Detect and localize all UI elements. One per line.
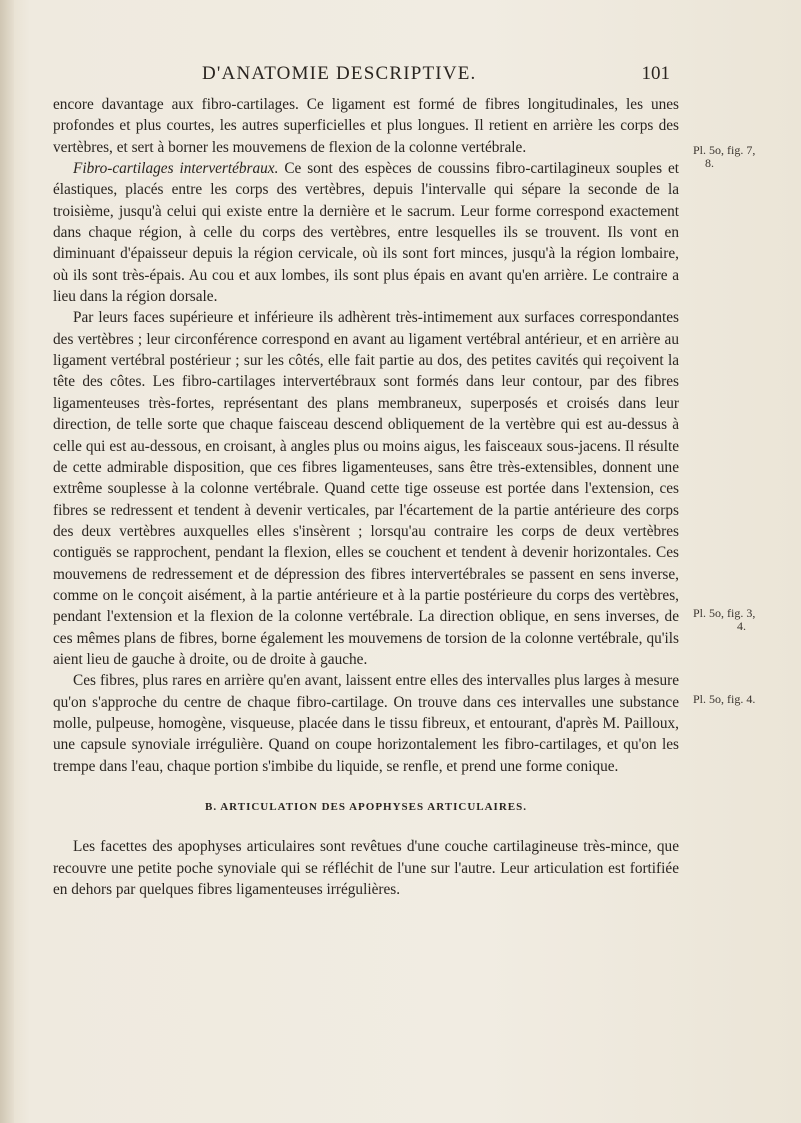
page-header <box>180 63 670 89</box>
margin-note-1-line2: 8. <box>705 156 714 170</box>
section-b-heading: B. ARTICULATION DES APOPHYSES ARTICULAIRES. <box>205 801 527 813</box>
paragraph-fibro-text: Ce sont des espèces de coussins fibro-cartilagineux souples et élastiques, placés entre les corps des vertèbres, depuis l'intervalle qui sépare la seconde de la troisième, jusqu'à celui qui existe entre la dernière et le sacrum. Leur forme correspond exactement dans chaque région, à celle du corps des vertèbres, entre lesquelles ils se trouvent. Ils vont en diminuant d'épaisseur depuis la région cervicale, où ils sont fort minces, jusqu'à la région lombaire, où ils sont très-épais. Au cou et aux lombes, ils sont plus épais en avant qu'en arrière. Le contraire a lieu dans la région dorsale. <box>53 160 679 306</box>
margin-note-3 <box>693 693 798 706</box>
body-text <box>53 94 679 900</box>
running-title: D'ANATOMIE DESCRIPTIVE. <box>202 63 477 84</box>
paragraph-fibro-cartilages <box>53 158 679 307</box>
paragraph-fibres: Ces fibres, plus rares en arrière qu'en avant, laissent entre elles des intervalles plus larges à mesure qu'on s'approche du centre de chaque fibro-cartilage. On trouve dans ces intervalles une substance molle, pulpeuse, homogène, visqueuse, placée dans le tissu fibreux, et entourant, d'après M. Pailloux, une capsule synoviale irrégulière. Quand on coupe horizontalement les fibro-cartilages, et qu'on les trempe dans l'eau, chaque portion s'imbibe du liquide, se renfle, et prend une forme conique. <box>53 672 679 775</box>
margin-note-2-line2: 4. <box>737 619 746 633</box>
margin-note-1 <box>693 144 798 170</box>
page-spine-shadow <box>0 0 14 1123</box>
term-fibro-cartilages: Fibro-cartilages intervertébraux. <box>73 160 279 178</box>
paragraph-faces: Par leurs faces supérieure et inférieure ils adhèrent très-intimement aux surfaces correspondantes des vertèbres ; leur circonférence correspond en avant au ligament vertébral antérieur, et en arrière au ligament vertébral postérieur ; sur les côtés, elle fait partie au dos, des petites cavités qui reçoivent la tête des côtes. Les fibro-cartilages intervertébraux sont formés dans leur contour, par des fibres ligamenteuses très-fortes, représentant des plans membraneux, superposés et croisés dans leur direction, de telle sorte que chaque faisceau descend obliquement de la vertèbre qui est au-dessus à celle qui est au-dessous, en croisant, à angles plus ou moins aigus, les faisceaux sous-jacens. Il résulte de cette admirable disposition, que ces fibres ligamenteuses, sans être très-extensibles, donnent une extrême souplesse à la colonne vertébrale. Quand cette tige osseuse est portée dans l'extension, ces fibres se redressent et tendent à devenir verticales, par l'écartement de la partie antérieure des corps des deux vertèbres auxquelles elles s'insèrent ; lorsqu'au contraire les corps de deux vertèbres contiguës se rapprochent, pendant la flexion, elles se couchent et tendent à devenir horizontales. Ces mouvemens de redressement et de dépression des fibres intervertébrales se passent en sens inverse, comme on le conçoit aisément, à la partie antérieure et à la partie postérieure du corps des vertèbres, pendant l'extension et la flexion de la colonne vertébrale. La direction oblique, en sens inverses, de ces mêmes plans de fibres, borne également les mouvemens de torsion de la colonne vertébrale, qu'ils aient lieu de gauche à droite, ou de droite à gauche. <box>53 309 679 668</box>
page-number: 101 <box>641 63 670 84</box>
margin-note-2-line1: Pl. 5o, fig. 3, <box>693 606 756 620</box>
paragraph-ligament: encore davantage aux fibro-cartilages. Ce ligament est formé de fibres longitudinales, les unes profondes et plus courtes, les autres superficielles et plus longues. Il retient en arrière les corps des vertèbres, et sert à borner les mouvemens de flexion de la colonne vertébrale. <box>53 96 679 156</box>
margin-note-1-line1: Pl. 5o, fig. 7, <box>693 143 756 157</box>
margin-note-2 <box>693 607 798 633</box>
paragraph-apophyses: Les facettes des apophyses articulaires sont revêtues d'une couche cartilagineuse très-mince, que recouvre une petite poche synoviale qui se réfléchit de l'une sur l'autre. Leur articulation est fortifiée en dehors par quelques fibres ligamenteuses irrégulières. <box>53 838 679 899</box>
margin-note-3-line1: Pl. 5o, fig. 4. <box>693 692 756 706</box>
